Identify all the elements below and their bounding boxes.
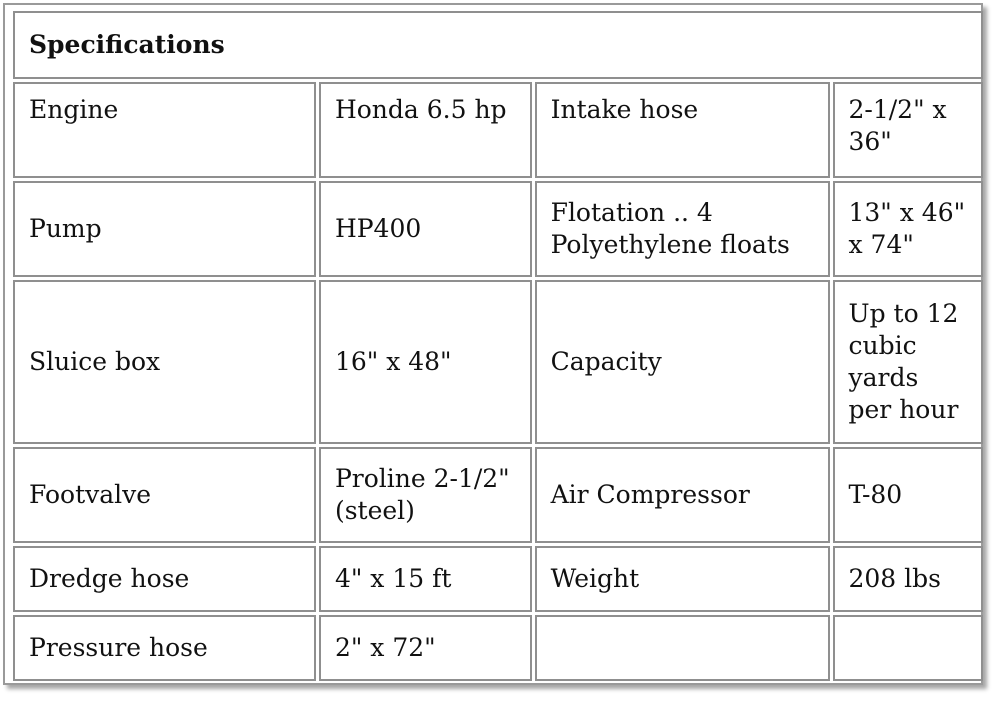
spec-label: Intake hose <box>535 82 830 178</box>
spec-value: Proline 2-1/2" (steel) <box>319 447 532 543</box>
spec-value: Honda 6.5 hp <box>319 82 532 178</box>
spec-label <box>535 615 830 681</box>
spec-value: 2-1/2" x 36" <box>833 82 984 178</box>
spec-value: Up to 12 cubic yards per hour <box>833 280 984 444</box>
spec-value: 208 lbs <box>833 546 984 612</box>
table-row <box>13 82 983 178</box>
spec-label: Pump <box>13 181 316 277</box>
table-title: Specifications <box>13 11 983 79</box>
spec-value: 2" x 72" <box>319 615 532 681</box>
specifications-table <box>10 8 986 684</box>
spec-value: 16" x 48" <box>319 280 532 444</box>
spec-label: Air Compressor <box>535 447 830 543</box>
header-row <box>13 11 983 79</box>
spec-value: T-80 <box>833 447 984 543</box>
spec-label: Footvalve <box>13 447 316 543</box>
spec-label: Dredge hose <box>13 546 316 612</box>
spec-value: HP400 <box>319 181 532 277</box>
spec-value: 4" x 15 ft <box>319 546 532 612</box>
table-row <box>13 181 983 277</box>
table-row <box>13 546 983 612</box>
spec-label: Weight <box>535 546 830 612</box>
spec-value: 13" x 46" x 74" <box>833 181 984 277</box>
table-row <box>13 280 983 444</box>
table-row <box>13 615 983 681</box>
spec-label: Pressure hose <box>13 615 316 681</box>
spec-label: Engine <box>13 82 316 178</box>
table-row <box>13 447 983 543</box>
spec-value <box>833 615 984 681</box>
spec-label: Sluice box <box>13 280 316 444</box>
spec-label: Capacity <box>535 280 830 444</box>
spec-label: Flotation .. 4 Polyethylene floats <box>535 181 830 277</box>
